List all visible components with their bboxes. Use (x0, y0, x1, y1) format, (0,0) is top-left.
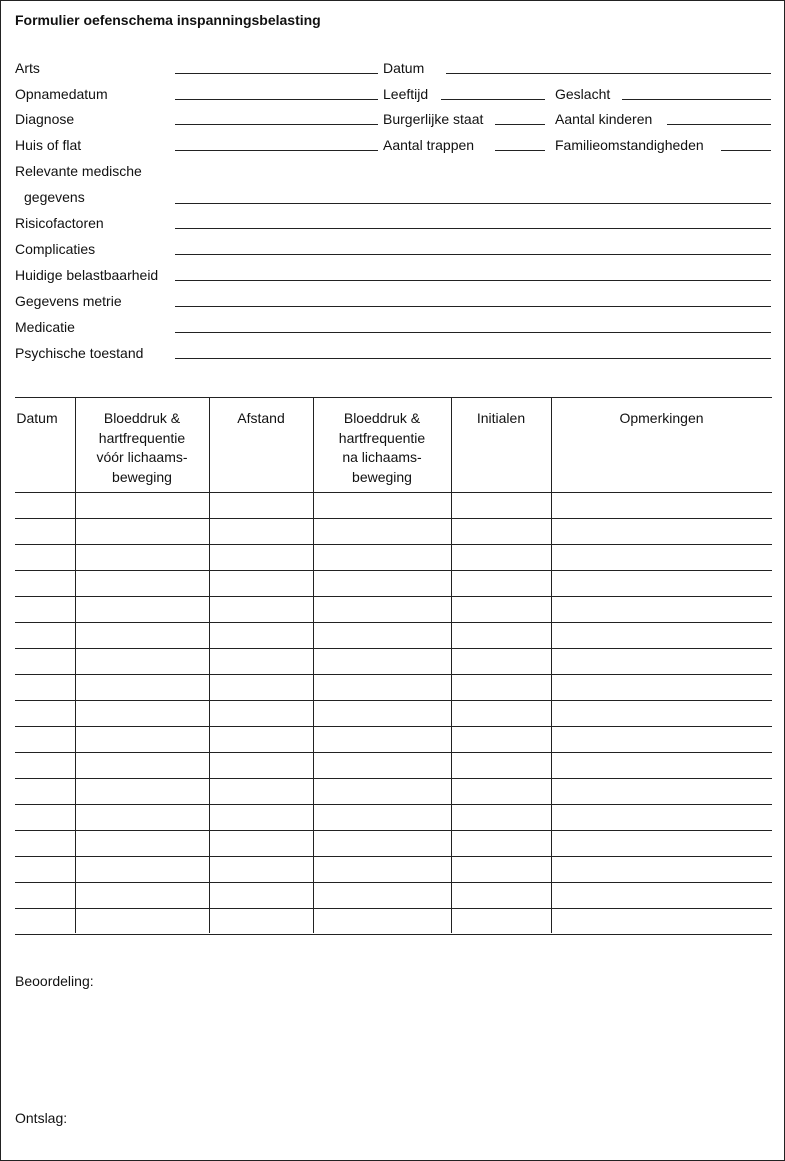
header-line: Bloeddruk & (103, 410, 181, 426)
field-relevante-medische-gegevens[interactable] (175, 203, 771, 204)
table-top-border (15, 397, 772, 398)
table-row[interactable] (15, 570, 772, 571)
label-familieomstandigheden: Familieomstandigheden (555, 137, 704, 153)
table-row[interactable] (15, 778, 772, 779)
field-burgerlijke-staat[interactable] (495, 124, 545, 125)
label-datum: Datum (383, 60, 425, 76)
header-line: beweging (112, 468, 172, 485)
form-title: Formulier oefenschema inspanningsbelasting (15, 12, 321, 28)
field-risicofactoren[interactable] (175, 228, 771, 229)
header-line: hartfrequentie (338, 429, 426, 446)
column-divider (451, 397, 452, 933)
table-row[interactable] (15, 934, 772, 935)
label-psychische-toestand: Psychische toestand (15, 345, 144, 361)
field-aantal-kinderen[interactable] (667, 124, 771, 125)
header-bloeddruk-na (313, 409, 451, 487)
field-leeftijd[interactable] (441, 99, 545, 100)
table-row[interactable] (15, 830, 772, 831)
exercise-log-table (15, 397, 772, 935)
label-complicaties: Complicaties (15, 241, 96, 257)
header-datum (15, 409, 59, 429)
table-row[interactable] (15, 622, 772, 623)
header-line: na lichaams- (342, 449, 422, 465)
label-ontslag: Ontslag: (15, 1110, 68, 1126)
field-gegevens-metrie[interactable] (175, 306, 771, 307)
header-line: Afstand (237, 410, 285, 426)
table-row[interactable] (15, 752, 772, 753)
header-afstand (209, 409, 313, 429)
label-burgerlijke-staat: Burgerlijke staat (383, 111, 484, 127)
field-psychische-toestand[interactable] (175, 358, 771, 359)
label-diagnose: Diagnose (15, 111, 75, 127)
header-line: hartfrequentie (98, 429, 186, 446)
label-opnamedatum: Opnamedatum (15, 86, 108, 102)
label-arts: Arts (15, 60, 40, 76)
table-row[interactable] (15, 544, 772, 545)
field-datum[interactable] (446, 73, 771, 74)
table-row[interactable] (15, 856, 772, 857)
table-row[interactable] (15, 674, 772, 675)
column-divider (551, 397, 552, 933)
header-line: beweging (352, 468, 412, 485)
table-row[interactable] (15, 518, 772, 519)
header-bloeddruk-voor (75, 409, 209, 487)
label-relevante-medische: Relevante medische (15, 163, 142, 179)
header-line: vóór lichaams- (96, 449, 188, 465)
label-aantal-trappen: Aantal trappen (383, 137, 475, 153)
table-row[interactable] (15, 596, 772, 597)
field-huidige-belastbaarheid[interactable] (175, 280, 771, 281)
label-beoordeling: Beoordeling: (15, 973, 94, 989)
field-aantal-trappen[interactable] (495, 150, 545, 151)
table-row[interactable] (15, 804, 772, 805)
field-opnamedatum[interactable] (175, 99, 378, 100)
label-huidige-belastbaarheid: Huidige belastbaarheid (15, 267, 159, 283)
label-geslacht: Geslacht (555, 86, 611, 102)
header-line: Opmerkingen (619, 410, 704, 426)
field-geslacht[interactable] (622, 99, 771, 100)
field-familieomstandigheden[interactable] (721, 150, 771, 151)
table-row[interactable] (15, 726, 772, 727)
label-aantal-kinderen: Aantal kinderen (555, 111, 653, 127)
field-medicatie[interactable] (175, 332, 771, 333)
column-divider (209, 397, 210, 933)
field-diagnose[interactable] (175, 124, 378, 125)
label-medicatie: Medicatie (15, 319, 75, 335)
label-risicofactoren: Risicofactoren (15, 215, 104, 231)
table-row[interactable] (15, 882, 772, 883)
table-row[interactable] (15, 648, 772, 649)
field-complicaties[interactable] (175, 254, 771, 255)
field-huis-of-flat[interactable] (175, 150, 378, 151)
header-line: Bloeddruk & (343, 410, 421, 426)
header-datum-line: Datum (16, 410, 58, 426)
table-row[interactable] (15, 700, 772, 701)
label-gegevens: gegevens (24, 189, 85, 205)
label-leeftijd: Leeftijd (383, 86, 429, 102)
header-bottom-border (15, 492, 772, 493)
field-arts[interactable] (175, 73, 378, 74)
header-initialen (451, 409, 551, 429)
label-huis-of-flat: Huis of flat (15, 137, 82, 153)
header-opmerkingen (551, 409, 772, 429)
label-gegevens-metrie: Gegevens metrie (15, 293, 122, 309)
table-row[interactable] (15, 908, 772, 909)
header-line: Initialen (476, 410, 526, 426)
